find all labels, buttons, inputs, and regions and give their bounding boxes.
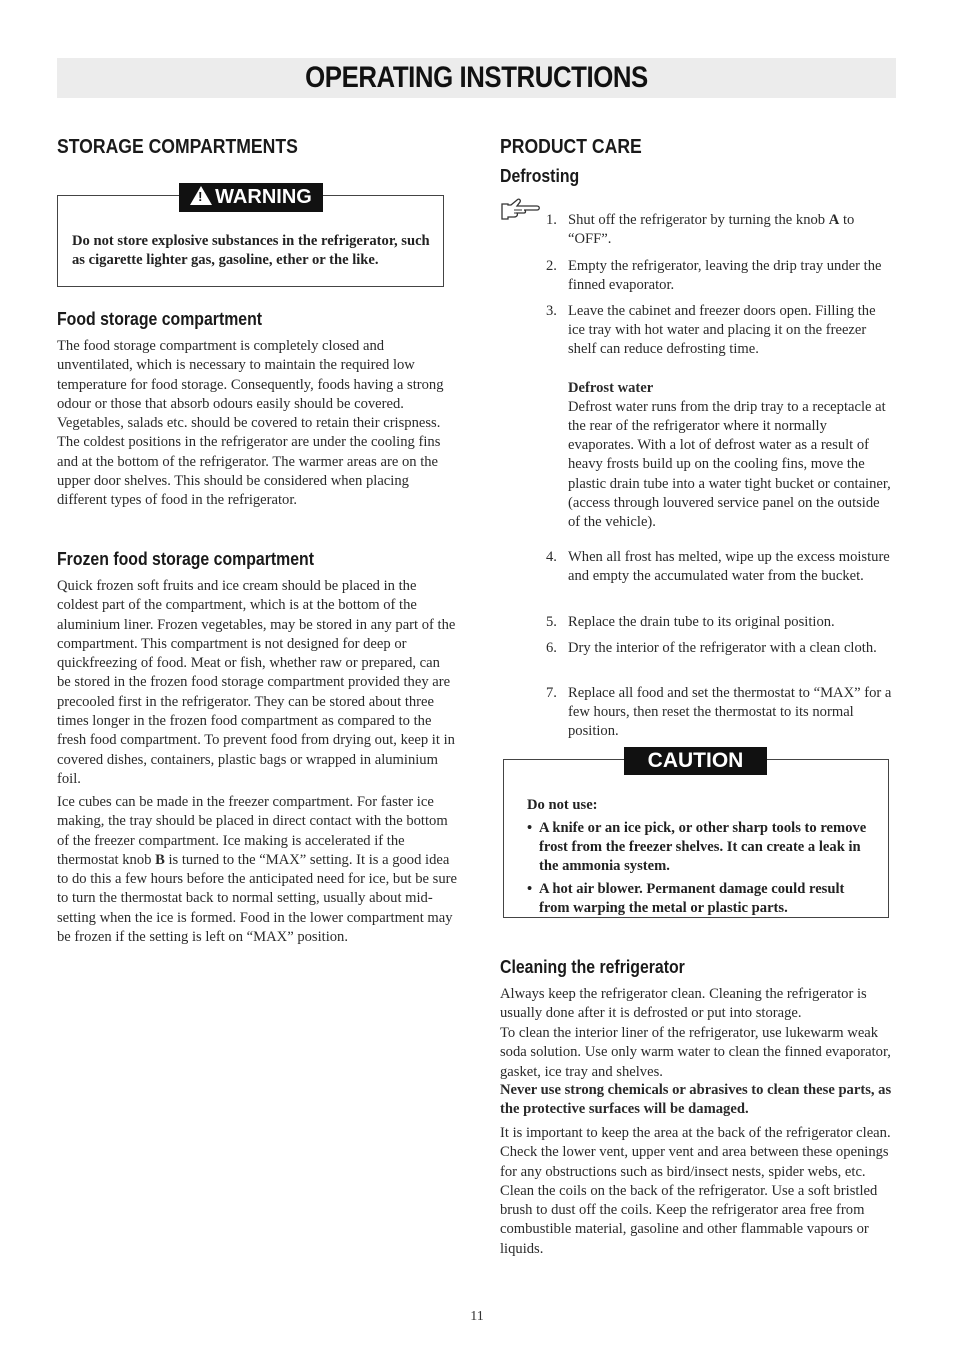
pointing-hand-icon: [500, 198, 540, 222]
caution-lead: Do not use:: [527, 796, 598, 813]
step-number: 6.: [546, 639, 557, 656]
step-text-end: to “OFF”.: [568, 211, 855, 247]
step-number: 3.: [546, 302, 557, 319]
defrost-step-2: [546, 257, 894, 296]
defrost-step-6: [546, 639, 894, 658]
food-storage-heading: Food storage compartment: [57, 309, 263, 329]
defrost-step-3: [546, 302, 894, 360]
bullet-dot: •: [527, 880, 533, 897]
step-number: 2.: [546, 257, 557, 274]
step-text: Dry the interior of the refrigerator with a clean cloth.: [568, 639, 877, 656]
defrost-water-text: Defrost water runs from the drip tray to a receptacle at the rear of the refrigerator where it normally evaporates. With a lot of defrost water as a result of heavy frosts build up on the cooling fins, move the plastic drain tube into a water tight bucket or container, (access through louvered service panel on the outside of the vehicle).: [568, 398, 891, 531]
product-care-heading: PRODUCT CARE: [500, 136, 642, 158]
step-number: 5.: [546, 613, 557, 630]
defrost-step-5: [546, 613, 894, 632]
ice-cubes-text-b: is turned to the “MAX” setting. It is a good idea to do this a few hours before the anticipated need for ice, but be sure to turn the thermostat back to normal setting, usually about mid-setting when the ice is formed. Food in the lower compartment may be frozen if the setting is left on “MAX” position.: [57, 851, 457, 946]
cleaning-text-4: It is important to keep the area at the back of the refrigerator clean. Check the lower vent, upper vent and area between these openings for any obstructions such as bird/insect nests, spider webs, etc. Clean the coils on the back of the refrigerator. Use a soft bristled brush to dust off the coils. Keep the refrigerator area free from combustible material, gasoline and other flammable vapours or liquids.: [500, 1125, 891, 1257]
step-text: Leave the cabinet and freezer doors open. Filling the ice tray with hot water and placing it on the freezer shelf can reduce defrosting time.: [568, 302, 876, 358]
page-title: OPERATING INSTRUCTIONS: [305, 61, 648, 94]
step-text: Replace all food and set the thermostat to “MAX” for a few hours, then reset the thermostat to its normal position.: [568, 684, 892, 740]
caution-bullet-text: A knife or an ice pick, or other sharp tools to remove frost from the freezer shelves. It can create a leak in the ammonia system.: [539, 819, 867, 875]
step-number: 7.: [546, 684, 557, 701]
step-text: Shut off the refrigerator by turning the knob: [568, 211, 829, 228]
warning-triangle-icon: !: [190, 186, 212, 205]
caution-bullet-text: A hot air blower. Permanent damage could result from warping the metal or plastic parts.: [539, 880, 845, 916]
storage-compartments-heading: STORAGE COMPARTMENTS: [57, 136, 298, 158]
bullet-dot: •: [527, 819, 533, 836]
cleaning-warning-text: Never use strong chemicals or abrasives to clean these parts, as the protective surfaces will be damaged.: [500, 1082, 892, 1118]
cleaning-text-2: To clean the interior liner of the refrigerator, use lukewarm weak soda solution. Use only warm water to clean the finned evaporator, gasket, ice tray and shelves.: [500, 1025, 891, 1080]
defrost-step-7: [546, 684, 894, 742]
caution-badge: CAUTION: [624, 747, 767, 775]
defrost-step-1: [546, 211, 894, 250]
page-number: 11: [470, 1309, 484, 1324]
caution-bullet-2: [527, 880, 877, 919]
ice-cubes-text: [57, 793, 457, 947]
cleaning-text-1: Always keep the refrigerator clean. Cleaning the refrigerator is usually done after it is defrosted or put into storage.: [500, 986, 867, 1022]
cleaning-heading: Cleaning the refrigerator: [500, 957, 685, 977]
caution-bullet-1: [527, 819, 877, 877]
warning-text: Do not store explosive substances in the refrigerator, such as cigarette lighter gas, gasoline, ether or the like.: [72, 232, 430, 269]
defrost-step-4: [546, 548, 894, 587]
page-title-bar: [57, 58, 896, 98]
defrost-water-heading: Defrost water: [568, 379, 654, 396]
warning-badge: [179, 183, 323, 212]
step-text: When all frost has melted, wipe up the excess moisture and empty the accumulated water from the bucket.: [568, 548, 890, 584]
step-text: Replace the drain tube to its original position.: [568, 613, 835, 630]
warning-badge-label: WARNING: [215, 186, 312, 208]
knob-a-label: A: [828, 211, 840, 228]
step-number: 4.: [546, 548, 557, 565]
food-storage-text: The food storage compartment is completely closed and unventilated, which is necessary to maintain the required low temperature for food storage. Consequently, foods having a strong odour or those that absorb odours easily should be covered. Vegetables, salads etc. should be covered to retain their crispness. The coldest positions in the refrigerator are under the cooling fins and at the bottom of the refrigerator. The warmer areas are on the upper door shelves. This should be considered when placing different types of food in the refrigerator.: [57, 338, 444, 509]
defrosting-heading: Defrosting: [500, 166, 580, 186]
step-number: 1.: [546, 211, 557, 228]
frozen-storage-text: Quick frozen soft fruits and ice cream should be placed in the coldest part of the compartment, which is at the bottom of the aluminium liner. Frozen vegetables, may be stored in any part of the compartment. This compartment is not designed for deep or quickfreezing of food. Meat or fish, whether raw or prepared, can be stored in the frozen food storage compartment provided they are precooled first in the refrigerator. They can be stored about three times longer in the frozen food compartment as compared to the fresh food compartment. To prevent food from drying out, keep it in covered dishes, containers, plastic bags or wrapped in aluminium foil.: [57, 578, 456, 787]
knob-b-label: B: [155, 851, 165, 868]
ice-cubes-text-a: Ice cubes can be made in the freezer compartment. For faster ice making, the tray should be placed in direct contact with the bottom of the freezer compartment. Ice making is accelerated if the thermostat knob: [57, 794, 448, 868]
frozen-storage-heading: Frozen food storage compartment: [57, 549, 314, 569]
step-text: Empty the refrigerator, leaving the drip tray under the finned evaporator.: [568, 257, 882, 293]
